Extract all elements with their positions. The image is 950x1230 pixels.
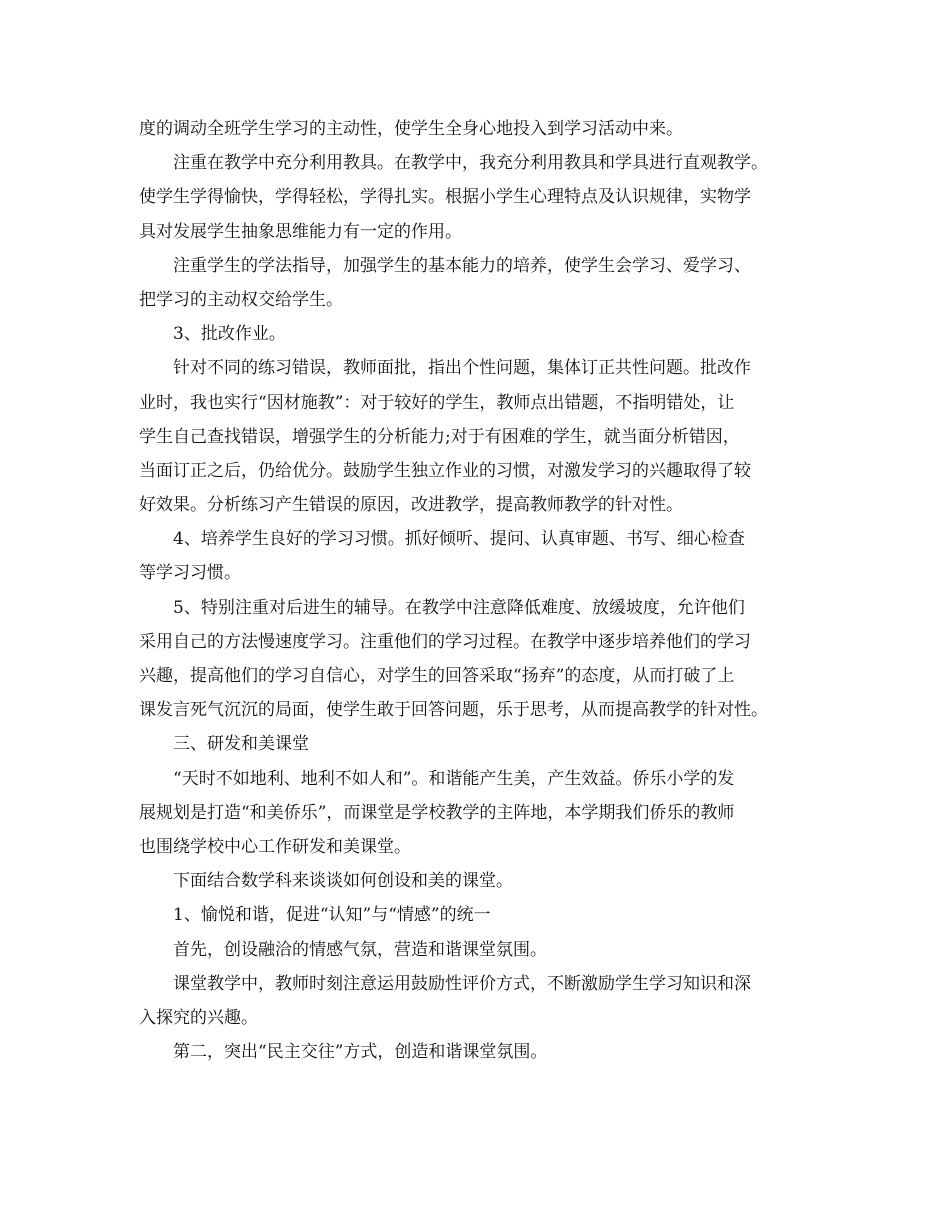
text-line: 也围绕学校中心工作研发和美课堂。 — [139, 836, 411, 857]
text-line: 针对不同的练习错误，教师面批，指出个性问题，集体订正共性问题。批改作 — [173, 358, 751, 379]
text-line: 下面结合数学科来谈谈如何创设和美的课堂。 — [173, 871, 513, 892]
text-line: 三、研发和美课堂 — [173, 734, 309, 755]
text-line: 当面订正之后，仍给优分。鼓励学生独立作业的习惯，对激发学习的兴趣取得了较 — [139, 460, 751, 481]
text-line: 具对发展学生抽象思维能力有一定的作用。 — [139, 221, 462, 242]
text-line: 把学习的主动权交给学生。 — [139, 289, 343, 310]
text-line: 等学习习惯。 — [139, 563, 241, 584]
text-line: 注重在教学中充分利用教具。在教学中，我充分利用教具和学具进行直观教学。 — [173, 153, 768, 174]
text-line: 5、特别注重对后进生的辅导。在教学中注意降低难度、放缓坡度，允许他们 — [173, 597, 745, 618]
text-line: 4、培养学生良好的学习习惯。抓好倾听、提问、认真审题、书写、细心检查 — [173, 529, 745, 550]
document-body — [139, 112, 829, 1069]
text-line: 好效果。分析练习产生错误的原因，改进教学，提高教师教学的针对性。 — [139, 495, 683, 516]
text-line: 采用自己的方法慢速度学习。注重他们的学习过程。在教学中逐步培养他们的学习 — [139, 631, 751, 652]
text-line: 兴趣，提高他们的学习自信心，对学生的回答采取“扬弃”的态度，从而打破了上 — [139, 666, 735, 686]
text-line: 学生自己查找错误，增强学生的分析能力;对于有困难的学生，就当面分析错因， — [139, 426, 740, 447]
text-line: “天时不如地利、地利不如人和”。和谐能产生美，产生效益。侨乐小学的发 — [173, 768, 735, 789]
text-line: 度的调动全班学生学习的主动性，使学生全身心地投入到学习活动中来。 — [139, 119, 683, 139]
text-line: 业时，我也实行“因材施教”：对于较好的学生，教师点出错题，不指明错处，让 — [139, 392, 735, 413]
text-line: 课堂教学中，教师时刻注意运用鼓励性评价方式，不断激励学生学习知识和深 — [173, 973, 751, 994]
text-line: 入探究的兴趣。 — [139, 1007, 258, 1028]
text-line: 展规划是打造“和美侨乐”，而课堂是学校教学的主阵地，本学期我们侨乐的教师 — [139, 802, 735, 823]
text-line: 3、批改作业。 — [173, 324, 286, 345]
text-line: 第二，突出“民主交往”方式，创造和谐课堂氛围。 — [173, 1042, 548, 1063]
text-line: 1、愉悦和谐，促进“认知”与“情感”的统一 — [173, 905, 491, 926]
text-line: 注重学生的学法指导，加强学生的基本能力的培养，使学生会学习、爱学习、 — [173, 255, 751, 276]
text-line: 使学生学得愉快，学得轻松，学得扎实。根据小学生心理特点及认识规律，实物学 — [139, 187, 751, 208]
text-line: 课发言死气沉沉的局面，使学生敢于回答问题，乐于思考，从而提高教学的针对性。 — [139, 700, 768, 721]
text-line: 首先，创设融洽的情感气氛，营造和谐课堂氛围。 — [173, 939, 547, 960]
